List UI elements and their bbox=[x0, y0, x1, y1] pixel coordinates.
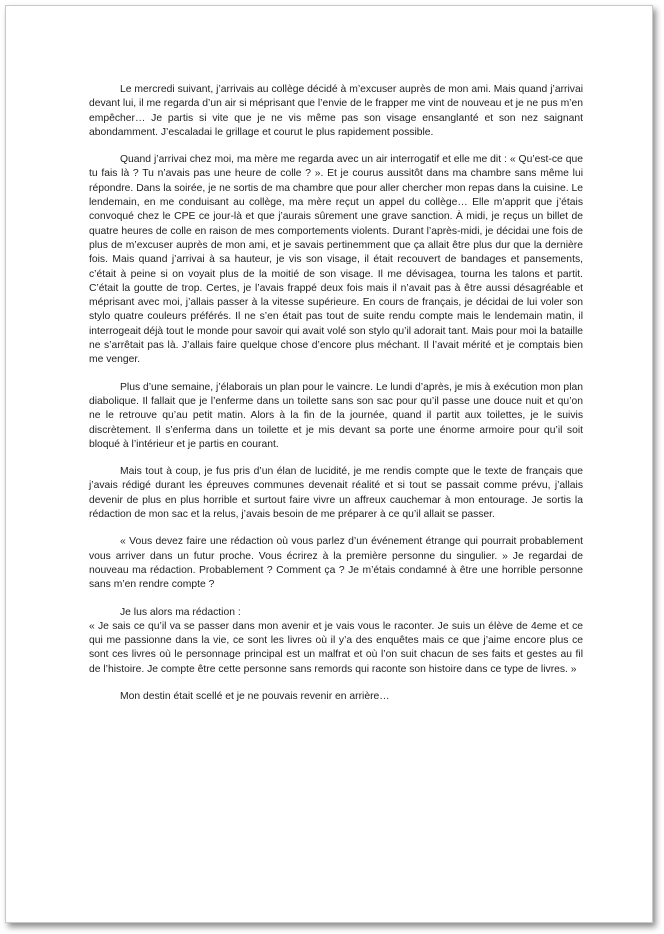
paragraph-6: Je lus alors ma rédaction : bbox=[120, 606, 241, 618]
paragraph-7: « Je sais ce qu’il va se passer dans mon avenir et je vais vous le raconter. Je suis un élève de 4eme et ce qui me passionne dans la vie, ce sont les livres où il y’a des enquêtes mais ce que j’aime encore plus ce sont ces livres où le personnage principal est un malfrat et où l’on suit chacun de ses faits et gestes au fil de l’histoire. Je compte être cette personne sans remords qui raconte son histoire dans ce type de livres. » bbox=[89, 620, 583, 675]
paragraph-5: « Vous devez faire une rédaction où vous parlez d’un événement étrange qui pourrait probablement vous arriver dans un futur proche. Vous écrirez à la première personne du singulier. » Je regardai de nouveau ma rédaction. Probablement ? Comment ça ? Je m’étais condamné à être une horrible personne sans m’en rendre compte ? bbox=[89, 536, 583, 591]
paragraph-2: Quand j’arrivai chez moi, ma mère me regarda avec un air interrogatif et elle me dit : « Qu’est-ce que tu fais là ? Tu n’avais pas une heure de colle ? ». Et je courus aussitôt dans ma chambre sans même lui répondre. Dans la soirée, je ne sortis de ma chambre que pour aller chercher mon repas dans la cuisine. Le lendemain, en me conduisant au collège, ma mère reçut un appel du collège… Elle m’apprit que j’étais convoqué chez le CPE ce jour-là et que j’aurais sûrement une grave sanction. À midi, je reçus un billet de quatre heures de colle en raison de mes comportements violents. Durant l’après-midi, je décidai une fois de plus de m’excuser auprès de mon ami, et je savais pertinemment que ça allait être plus dur que la dernière fois. Mais quand j’arrivai à sa hauteur, je vis son visage, il était recouvert de bandages et pansements, c’était à peine si on voyait plus de la moitié de son visage. Il me dévisagea, tourna les talons et partit. C’était la goutte de trop. Certes, je l’avais frappé deux fois mais il n’avait pas à être aussi désagréable et méprisant avec moi, j’allais passer à la vitesse supérieure. En cours de français, je décidai de lui voler son stylo quatre couleurs préférés. Il ne s’en était pas tout de suite rendu compte mais le lendemain matin, il interrogeait déjà tout le monde pour savoir qui avait volé son stylo qu’il adorait tant. Mais pour moi la bataille ne s’arrêtait pas là. J’allais faire quelque chose d’encore plus méchant. Il l’avait mérité et je comptais bien me venger. bbox=[89, 154, 583, 366]
paragraph-3: Plus d’une semaine, j’élaborais un plan pour le vaincre. Le lundi d’après, je mis à exécution mon plan diabolique. Il fallait que je l’enferme dans un toilette sans son sac pour qu’il passe une douce nuit et qu’on ne le retrouve qu’au petit matin. Alors à la fin de la journée, quand il partit aux toilettes, je le suivis discrètement. Il s’enferma dans un toilette et je mis devant sa porte une énorme armoire pour qu’il soit bloqué à l’intérieur et je partis en courant. bbox=[89, 381, 583, 450]
paragraph-1: Le mercredi suivant, j’arrivais au collège décidé à m’excuser auprès de mon ami. Mais quand j’arrivai devant lui, il me regarda d’un air si méprisant que l’envie de le frapper me vint de nouveau et je ne pus m’en empêcher… Je partis si vite que je ne vis même pas son visage ensanglanté et son nez saignant abondamment. J’escaladai le grillage et courut le plus rapidement possible. bbox=[89, 84, 583, 138]
paragraph-4: Mais tout à coup, je fus pris d’un élan de lucidité, je me rendis compte que le texte de français que j’avais rédigé durant les épreuves communes devenait réalité et si tout se passait comme prévu, j’allais devenir de plus en plus horrible et surtout faire vivre un affreux cauchemar à mon entourage. Je sortis la rédaction de mon sac et la relus, j’avais besoin de me préparer à ce qu’il allait se passer. bbox=[89, 466, 583, 521]
document-body bbox=[89, 83, 583, 717]
paragraph-8: Mon destin était scellé et je ne pouvais revenir en arrière… bbox=[120, 690, 390, 702]
document-page bbox=[5, 5, 653, 923]
